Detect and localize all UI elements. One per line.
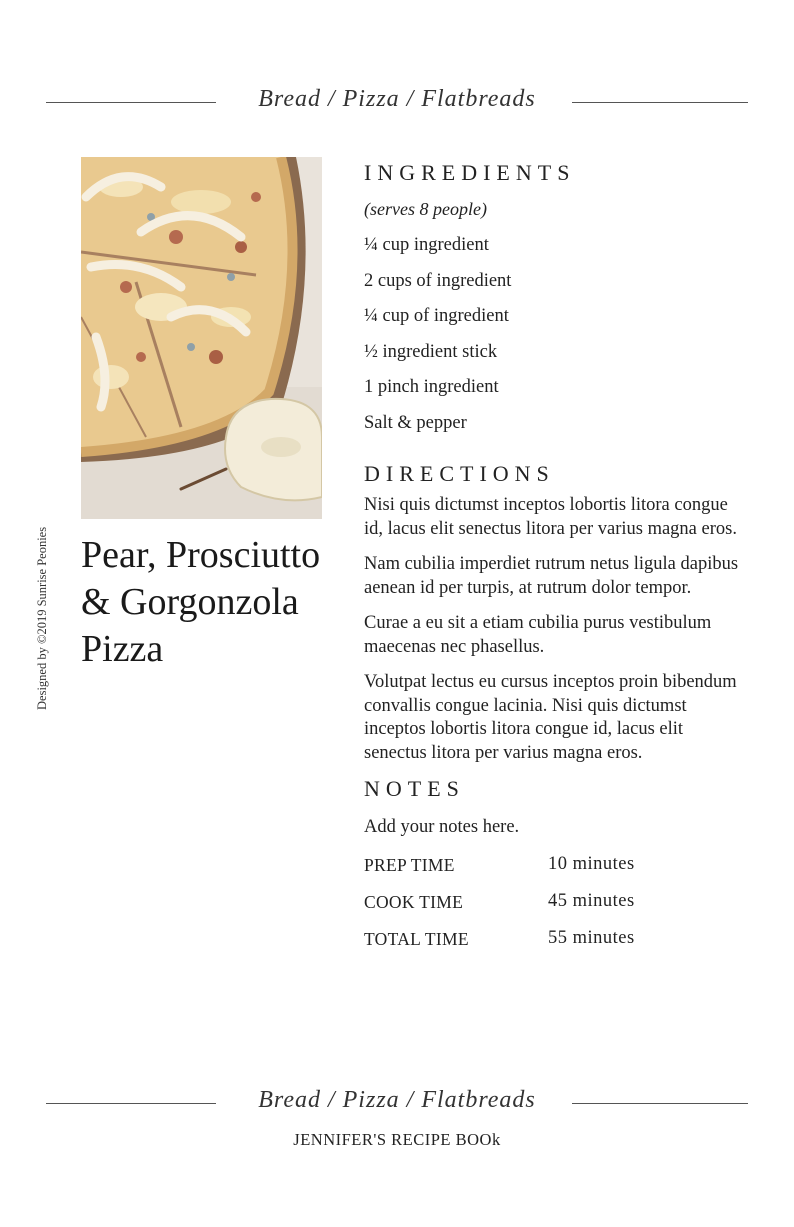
prep-time-row <box>364 847 744 884</box>
prep-time-value: 10 minutes <box>548 854 635 874</box>
ingredient-item: 1 pinch ingredient <box>364 377 499 397</box>
prep-time-label: PREP TIME <box>364 855 455 875</box>
direction-paragraph: Volutpat lectus eu cursus inceptos proin bibendum convallis congue lacinia. Nisi quis dictumst inceptos lobortis litora congue id, lacus elit senectus litora per varius magna eros. <box>364 672 737 763</box>
direction-paragraph: Nam cubilia imperdiet rutrum netus ligula dapibus aenean id per turpis, at rutrum dolor tempor. <box>364 554 739 598</box>
cook-time-value: 45 minutes <box>548 891 635 911</box>
designer-credit: Designed by ©2019 Sunrise Peonies <box>35 526 49 710</box>
cook-time-row <box>364 884 744 921</box>
notes-text[interactable]: Add your notes here. <box>364 817 520 837</box>
ingredient-item: Salt & pepper <box>364 412 467 433</box>
direction-paragraph: Nisi quis dictumst inceptos lobortis litora congue id, lacus elit senectus litora per varius magna eros. <box>364 495 737 539</box>
recipe-book-name: JENNIFER'S RECIPE BOOk <box>293 1130 501 1149</box>
recipe-title: Pear, Prosciutto & Gorgonzola Pizza <box>81 534 321 670</box>
header-category-bar <box>0 82 794 122</box>
total-time-label: TOTAL TIME <box>364 929 469 949</box>
notes-heading: NOTES <box>364 776 465 801</box>
recipe-photo <box>81 157 322 519</box>
cook-time-label: COOK TIME <box>364 892 464 912</box>
footer-category: Bread / Pizza / Flatbreads <box>258 1087 536 1113</box>
ingredient-item: 2 cups of ingredient <box>364 270 512 291</box>
serves-note: (serves 8 people) <box>364 199 487 219</box>
total-time-value: 55 minutes <box>548 928 635 948</box>
directions-heading: DIRECTIONS <box>364 461 555 486</box>
header-category: Bread / Pizza / Flatbreads <box>258 86 536 112</box>
recipe-details <box>364 155 744 958</box>
footer-category-bar <box>0 1083 794 1123</box>
total-time-row <box>364 921 744 958</box>
ingredient-item: ¼ cup of ingredient <box>364 306 509 326</box>
direction-paragraph: Curae a eu sit a etiam cubilia purus vestibulum maecenas nec phasellus. <box>364 613 712 657</box>
ingredient-item: ¼ cup ingredient <box>364 235 489 255</box>
ingredient-item: ½ ingredient stick <box>364 341 498 362</box>
ingredients-heading: INGREDIENTS <box>364 160 576 185</box>
